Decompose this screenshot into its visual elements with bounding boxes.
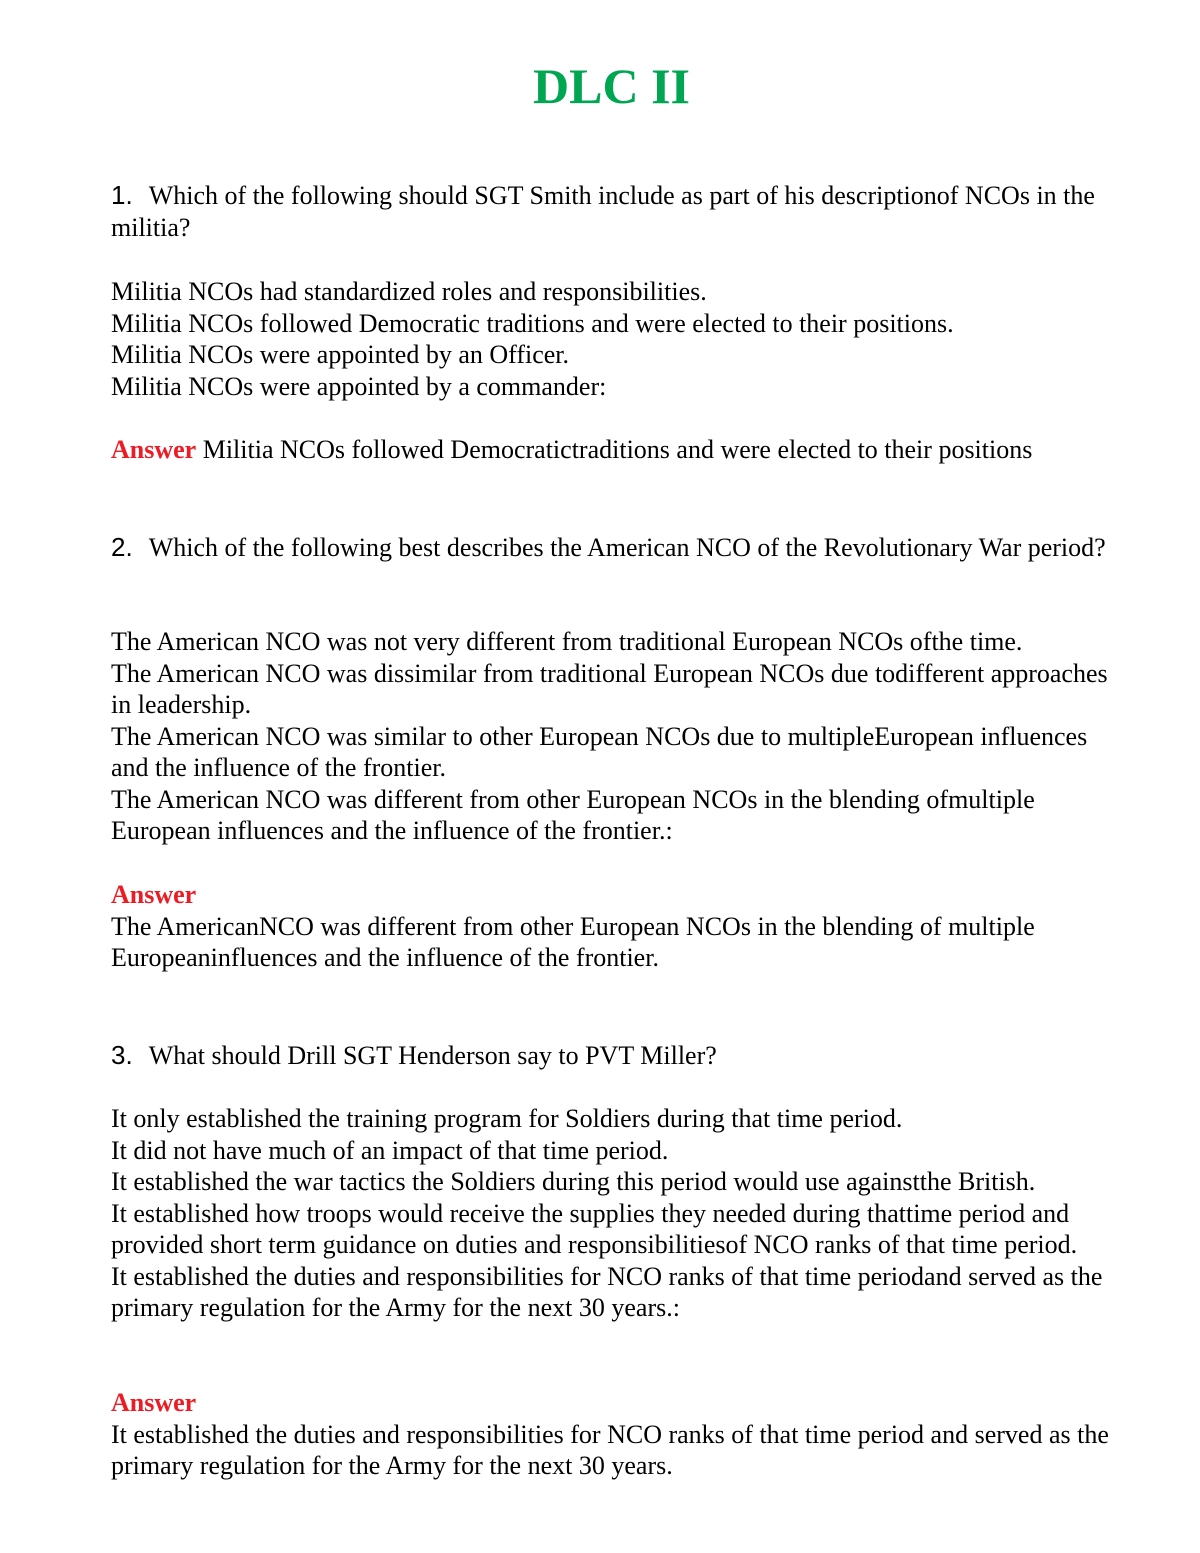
option-item: The American NCO was dissimilar from traditional European NCOs due todifferent approaches in leadership. — [111, 658, 1108, 719]
question-1-prompt — [111, 180, 1111, 243]
question-3 — [111, 1040, 1111, 1072]
answer-label: Answer — [111, 435, 197, 464]
question-2-options — [111, 626, 1111, 847]
question-2-text: Which of the following best describes the American NCO of the Revolutionary War period? — [148, 533, 1106, 562]
question-3-prompt — [111, 1040, 1111, 1072]
question-2 — [111, 532, 1111, 564]
question-3-text: What should Drill SGT Henderson say to PVT Miller? — [148, 1041, 717, 1070]
option-item: It only established the training program for Soldiers during that time period. — [111, 1104, 903, 1133]
option-item: The American NCO was similar to other European NCOs due to multipleEuropean influences and the influence of the frontier. — [111, 721, 1088, 782]
option-item: Militia NCOs were appointed by an Officer. — [111, 340, 570, 369]
question-2-answer — [111, 879, 1111, 974]
option-item: The American NCO was not very different from traditional European NCOs ofthe time. — [111, 627, 1023, 656]
answer-text: It established the duties and responsibilities for NCO ranks of that time period and served as the primary regulation for the Army for the next 30 years. — [111, 1419, 1109, 1480]
option-item: It established how troops would receive the supplies they needed during thattime period and provided short term guidance on duties and responsibilitiesof NCO ranks of that time period. — [111, 1198, 1078, 1259]
option-item: It did not have much of an impact of that time period. — [111, 1135, 669, 1165]
option-item: Militia NCOs were appointed by a commander: — [111, 371, 607, 401]
answer-label: Answer — [111, 880, 197, 909]
document-title: DLC II — [533, 58, 690, 114]
question-2-number: 2. — [111, 532, 133, 562]
answer-text: The AmericanNCO was different from other European NCOs in the blending of multiple Europeaninfluences and the influence of the frontier. — [111, 911, 1035, 972]
option-item: Militia NCOs followed Democratic traditions and were elected to their positions. — [111, 308, 954, 338]
question-3-answer — [111, 1387, 1111, 1482]
question-3-options — [111, 1103, 1111, 1324]
question-2-prompt — [111, 532, 1111, 564]
question-1-text: Which of the following should SGT Smith include as part of his descriptionof NCOs in the militia? — [111, 181, 1095, 242]
option-item: The American NCO was different from other European NCOs in the blending ofmultiple European influences and the influence of the frontier.: — [111, 784, 1035, 845]
option-item: Militia NCOs had standardized roles and responsibilities. — [111, 277, 707, 306]
question-3-number: 3. — [111, 1040, 133, 1070]
question-1 — [111, 180, 1111, 243]
question-1-answer — [111, 434, 1111, 466]
question-1-number: 1. — [111, 180, 133, 210]
option-item: It established the duties and responsibilities for NCO ranks of that time periodand served as the primary regulation for the Army for the next 30 years.: — [111, 1261, 1103, 1322]
answer-text: Militia NCOs followed Democratictraditions and were elected to their positions — [202, 435, 1033, 464]
option-item: It established the war tactics the Soldiers during this period would use againstthe British. — [111, 1167, 1036, 1196]
question-1-options — [111, 276, 1111, 402]
answer-label: Answer — [111, 1388, 197, 1417]
